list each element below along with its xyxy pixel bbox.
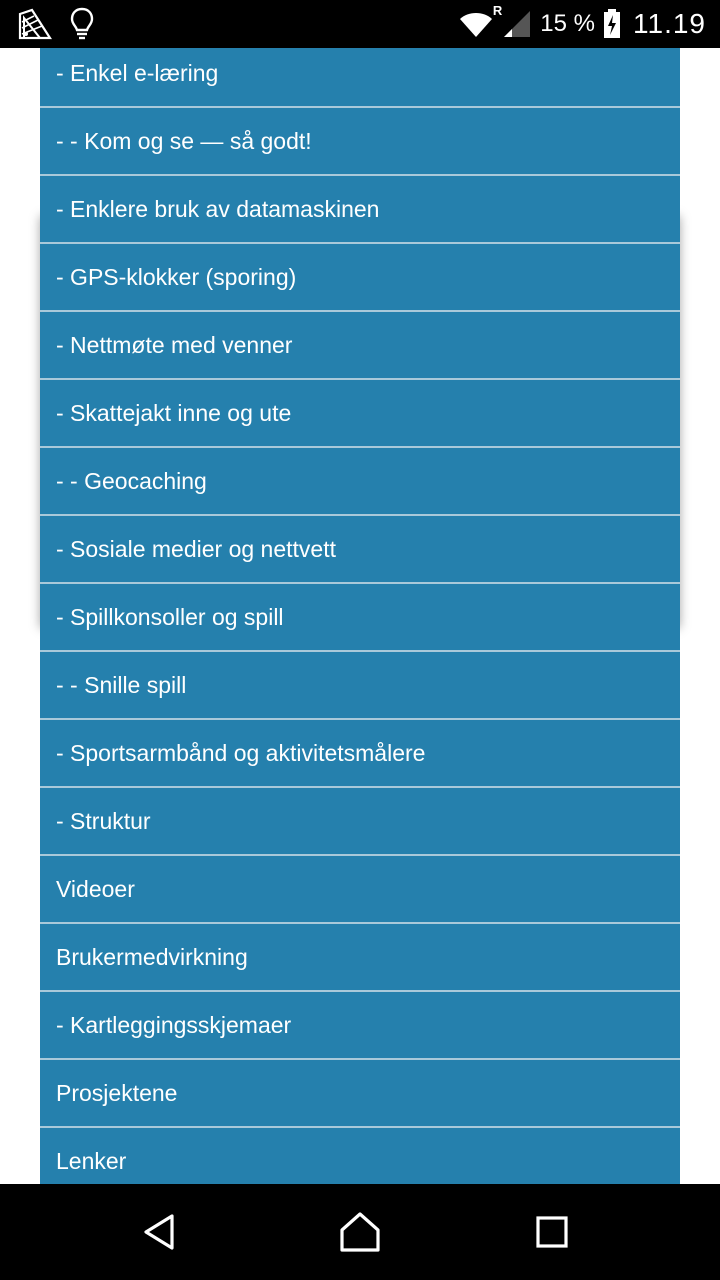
recents-icon bbox=[532, 1212, 572, 1252]
battery-percent: 15 % bbox=[540, 10, 595, 37]
menu-item[interactable]: - - Snille spill bbox=[40, 652, 680, 720]
menu-item[interactable]: - Sosiale medier og nettvett bbox=[40, 516, 680, 584]
menu-item[interactable]: - Struktur bbox=[40, 788, 680, 856]
wifi-icon bbox=[458, 3, 503, 39]
lightbulb-icon bbox=[70, 7, 94, 41]
back-icon bbox=[140, 1212, 180, 1252]
status-bar-right bbox=[458, 0, 706, 48]
navigation-menu bbox=[40, 48, 680, 1184]
back-button[interactable] bbox=[138, 1210, 182, 1254]
menu-item[interactable]: - - Kom og se — så godt! bbox=[40, 108, 680, 176]
menu-item[interactable]: - Nettmøte med venner bbox=[40, 312, 680, 380]
menu-item[interactable]: - Skattejakt inne og ute bbox=[40, 380, 680, 448]
menu-item[interactable]: - GPS-klokker (sporing) bbox=[40, 244, 680, 312]
home-button[interactable] bbox=[338, 1210, 382, 1254]
recents-button[interactable] bbox=[530, 1210, 574, 1254]
status-bar-left bbox=[18, 6, 94, 42]
menu-item[interactable]: - Sportsarmbånd og aktivitetsmålere bbox=[40, 720, 680, 788]
menu-item[interactable]: Brukermedvirkning bbox=[40, 924, 680, 992]
menu-item[interactable]: - Kartleggingsskjemaer bbox=[40, 992, 680, 1060]
home-icon bbox=[338, 1210, 382, 1254]
menu-item[interactable]: - Spillkonsoller og spill bbox=[40, 584, 680, 652]
menu-item[interactable]: - - Geocaching bbox=[40, 448, 680, 516]
navigation-bar bbox=[0, 1184, 720, 1280]
clock: 11.19 bbox=[633, 8, 706, 39]
roaming-label: R bbox=[492, 3, 503, 18]
menu-item[interactable]: Prosjektene bbox=[40, 1060, 680, 1128]
signal-icon bbox=[502, 9, 532, 39]
menu-item[interactable]: Videoer bbox=[40, 856, 680, 924]
menu-item[interactable]: - Enkel e-læring bbox=[40, 48, 680, 108]
sketch-notification-icon bbox=[18, 8, 52, 40]
battery-charging-icon bbox=[603, 9, 621, 39]
status-bar bbox=[0, 0, 720, 48]
menu-item[interactable]: Lenker bbox=[40, 1128, 680, 1184]
menu-item[interactable]: - Enklere bruk av datamaskinen bbox=[40, 176, 680, 244]
page-content bbox=[0, 48, 720, 1184]
